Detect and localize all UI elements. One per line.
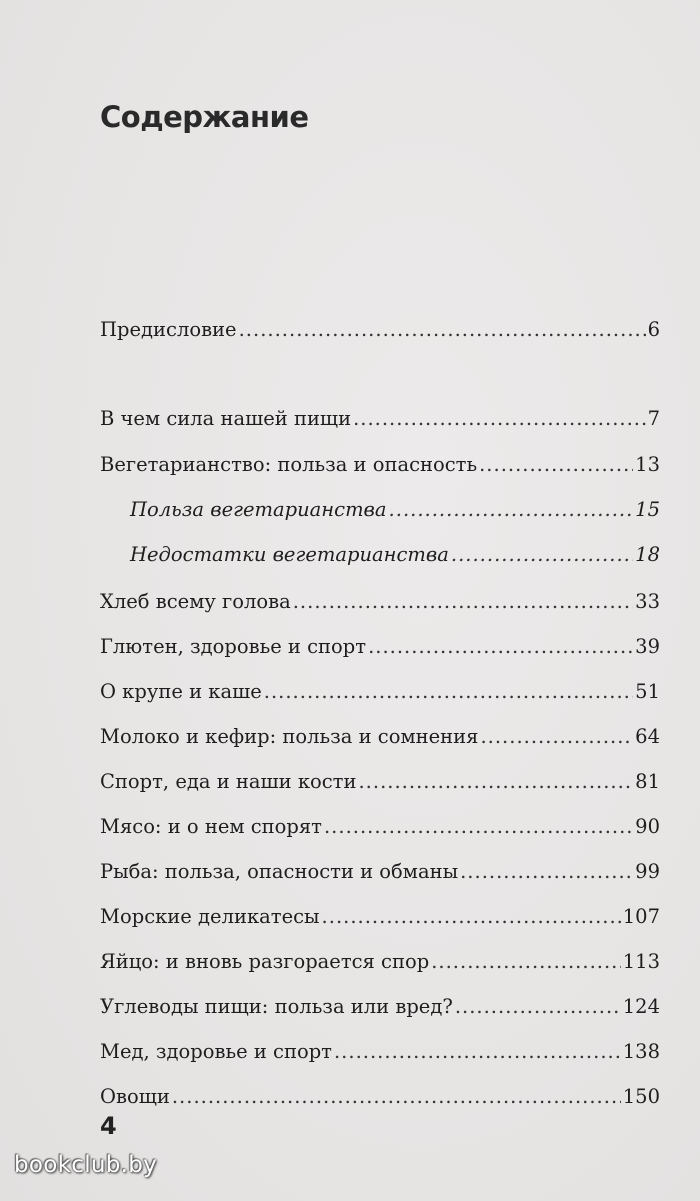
toc-entry bbox=[100, 855, 660, 889]
toc-entry-title: Польза вегетарианства bbox=[130, 498, 387, 521]
toc-entry-title: О крупе и каше bbox=[100, 680, 262, 703]
toc-entry-title: Овощи bbox=[100, 1085, 170, 1108]
toc-entry-page: 81 bbox=[635, 770, 660, 793]
toc-entry-page: 124 bbox=[622, 995, 660, 1018]
dot-leader bbox=[460, 855, 633, 889]
toc-entry bbox=[100, 810, 660, 844]
toc-entry-title: Мясо: и о нем спорят bbox=[100, 815, 322, 838]
toc-entry-page: 107 bbox=[622, 905, 660, 928]
toc-entry-title: В чем сила нашей пищи bbox=[100, 407, 352, 430]
toc-entry bbox=[100, 1035, 660, 1069]
toc-entry-page: 64 bbox=[635, 725, 660, 748]
toc-entry bbox=[100, 675, 660, 709]
page-title: Содержание bbox=[100, 100, 309, 134]
dot-leader bbox=[324, 810, 633, 844]
toc-entry bbox=[100, 945, 660, 979]
toc-entry bbox=[100, 720, 660, 754]
toc-entry bbox=[100, 900, 660, 934]
dot-leader bbox=[455, 990, 621, 1024]
toc-entry-title: Предисловие bbox=[100, 318, 237, 341]
page-number: 4 bbox=[100, 1112, 117, 1140]
toc-entry bbox=[100, 313, 660, 347]
toc-entry-title: Мед, здоровье и спорт bbox=[100, 1040, 332, 1063]
toc-entry-title: Яйцо: и вновь разгорается спор bbox=[100, 950, 430, 973]
dot-leader bbox=[293, 585, 633, 619]
toc-entry-title: Морские деликатесы bbox=[100, 905, 320, 928]
dot-leader bbox=[480, 720, 633, 754]
toc-entry-page: 15 bbox=[635, 498, 660, 521]
toc-entry-title: Рыба: польза, опасности и обманы bbox=[100, 860, 459, 883]
dot-leader bbox=[322, 900, 621, 934]
toc-subentry bbox=[130, 538, 660, 572]
dot-leader bbox=[451, 538, 633, 572]
toc-entry-page: 150 bbox=[622, 1085, 660, 1108]
toc-entry-page: 138 bbox=[622, 1040, 660, 1063]
toc-entry-title: Хлеб всему голова bbox=[100, 590, 291, 613]
dot-leader bbox=[479, 448, 633, 482]
toc-entry-page: 90 bbox=[635, 815, 660, 838]
dot-leader bbox=[172, 1080, 621, 1114]
toc-entry bbox=[100, 402, 660, 436]
toc-entry bbox=[100, 1080, 660, 1114]
toc-entry-title: Спорт, еда и наши кости bbox=[100, 770, 357, 793]
toc-entry-page: 6 bbox=[647, 318, 660, 341]
toc-entry-title: Недостатки вегетарианства bbox=[130, 543, 449, 566]
toc-entry-page: 13 bbox=[635, 453, 660, 476]
toc-entry-page: 113 bbox=[622, 950, 660, 973]
toc-entry bbox=[100, 765, 660, 799]
toc-entry bbox=[100, 990, 660, 1024]
dot-leader bbox=[431, 945, 621, 979]
toc-entry bbox=[100, 448, 660, 482]
toc-subentry bbox=[130, 493, 660, 527]
dot-leader bbox=[239, 313, 646, 347]
dot-leader bbox=[389, 493, 634, 527]
toc-entry-page: 99 bbox=[635, 860, 660, 883]
toc-entry-page: 51 bbox=[635, 680, 660, 703]
toc-entry-page: 39 bbox=[635, 635, 660, 658]
toc-entry-title: Углеводы пищи: польза или вред? bbox=[100, 995, 453, 1018]
toc-entry-title: Вегетарианство: польза и опасность bbox=[100, 453, 478, 476]
site-watermark: bookclub.by bbox=[14, 1152, 158, 1178]
dot-leader bbox=[358, 765, 633, 799]
dot-leader bbox=[353, 402, 646, 436]
toc-entry-title: Глютен, здоровье и спорт bbox=[100, 635, 367, 658]
dot-leader bbox=[264, 675, 633, 709]
toc-entry-page: 18 bbox=[635, 543, 660, 566]
dot-leader bbox=[368, 630, 633, 664]
toc-entry bbox=[100, 630, 660, 664]
dot-leader bbox=[334, 1035, 621, 1069]
toc-entry-page: 7 bbox=[647, 407, 660, 430]
toc-entry-page: 33 bbox=[635, 590, 660, 613]
toc-entry bbox=[100, 585, 660, 619]
toc-entry-title: Молоко и кефир: польза и сомнения bbox=[100, 725, 479, 748]
